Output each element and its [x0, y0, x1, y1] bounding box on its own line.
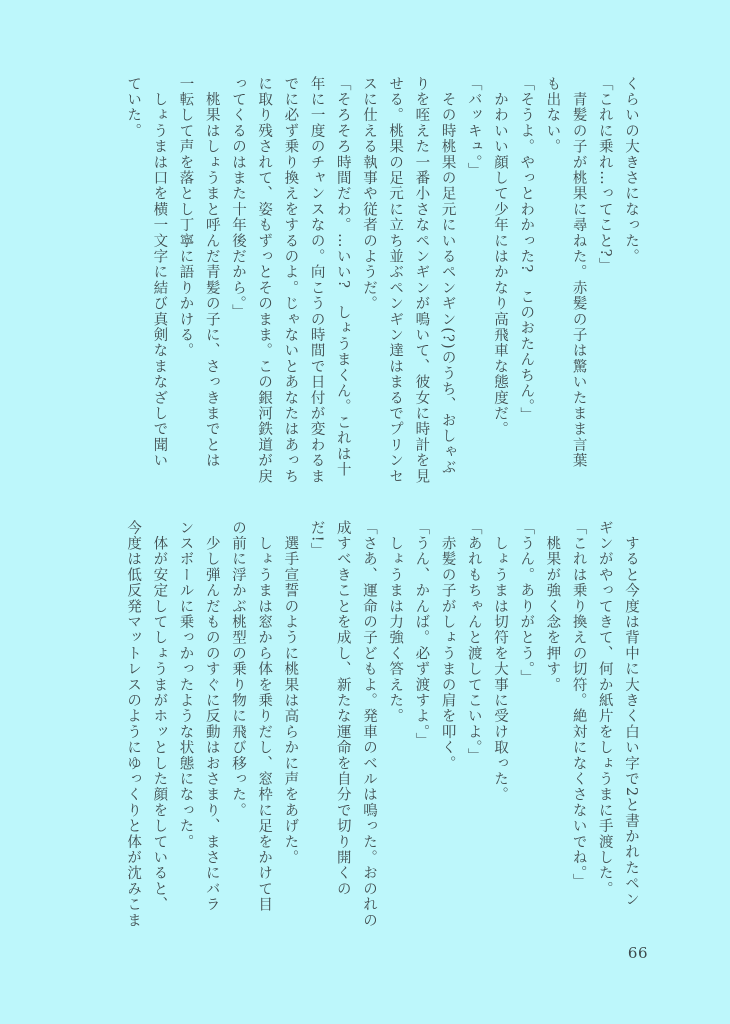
text-line: その時桃果の足元にいるペンギン(?)のうち、おしゃぶ [439, 76, 456, 476]
text-line: すると今度は背中に大きく白い字で2と書かれたペン [623, 520, 639, 908]
text-line: くらいの大きさになった。 [623, 76, 639, 265]
text-line: 成すべきことを成し、新たな運命を自分で切り開くの [334, 520, 351, 897]
text-line: しょうまは力強く答えた。 [387, 520, 404, 725]
text-line: 「うん、かんば。必ず渡すよ。」 [413, 520, 430, 749]
text-line: 「そうよ。やっとわかった? このおたんちん。」 [518, 76, 535, 424]
lower-text-block [120, 520, 644, 930]
text-line: 少し弾んだもののすぐに反動はおさまり、まさにバラ [203, 520, 220, 913]
text-line: 「さあ、運命の子どもよ。発車のベルは鳴った。おのれの [360, 520, 377, 929]
text-line: ギンがやってきて、何か紙片をしょうまに手渡した。 [596, 520, 613, 897]
text-line: しょうまは窓から体を乗りだし、窓枠に足をかけて目 [256, 520, 273, 913]
text-line: でに必ず乗り換えをするのよ。じゃないとあなたはあっち [282, 76, 299, 485]
text-line: 「これは乗り換えの切符。絶対になくさないでね。」 [570, 520, 587, 890]
text-line: ンスボールに乗っかったような状態になった。 [177, 520, 194, 850]
text-line: ってくるのはまた十年後だから。」 [229, 76, 246, 320]
text-line: の前に浮かぶ桃型の乗り物に飛び移った。 [229, 520, 246, 819]
upper-text-block [120, 76, 644, 486]
text-line: 桃果はしょうまと呼んだ青髪の子に、さっきまでとは [203, 76, 220, 469]
text-line: 選手宣誓のように桃果は高らかに声をあげた。 [282, 520, 299, 866]
text-line: 体が安定してしょうまがホッとした顔をしていると、 [151, 520, 168, 913]
text-line: 「うん。ありがとう。」 [518, 520, 535, 686]
text-line: 「バッキュ。」 [465, 76, 482, 179]
text-line: スに仕える執事や従者のようだ。 [360, 76, 377, 312]
text-line: に取り残されて、姿もずっとそのまま。この銀河鉄道が戻 [256, 76, 273, 485]
text-line: 「そろそろ時間だわ。…いい? しょうまくん。これは十 [334, 76, 351, 478]
text-line: 「あれもちゃんと渡してこいよ。」 [465, 520, 482, 764]
text-line: 今度は低反発マットレスのようにゆっくりと体が沈みこま [125, 520, 142, 929]
text-line: しょうまは切符を大事に受け取った。 [491, 520, 508, 803]
text-line: 桃果が強く念を押す。 [544, 520, 561, 693]
text-line: 青髪の子が桃果に尋ねた。赤髪の子は驚いたまま言葉 [570, 76, 587, 469]
text-line: りを咥えた一番小さなペンギンが鳴いて、彼女に時計を見 [413, 76, 430, 485]
page-number: 66 [627, 944, 648, 962]
text-line: 一転して声を落とし丁寧に語りかける。 [177, 76, 194, 359]
text-line: も出ない。 [544, 76, 561, 155]
text-line: 「これに乗れ…ってこと?」 [596, 76, 613, 274]
text-line: 年に一度のチャンスなの。向こうの時間で日付が変わるま [308, 76, 325, 485]
text-line: かわいい顔して少年にはかなり高飛車な態度だ。 [491, 76, 508, 438]
text-line: ていた。 [125, 76, 142, 139]
text-line: だ!」 [308, 520, 325, 559]
text-line: しょうまは口を横一文字に結び真剣なまなざしで聞い [151, 76, 168, 469]
text-line: せる。桃果の足元に立ち並ぶペンギン達はまるでプリンセ [387, 76, 404, 485]
text-line: 赤髪の子がしょうまの肩を叩く。 [439, 520, 456, 772]
